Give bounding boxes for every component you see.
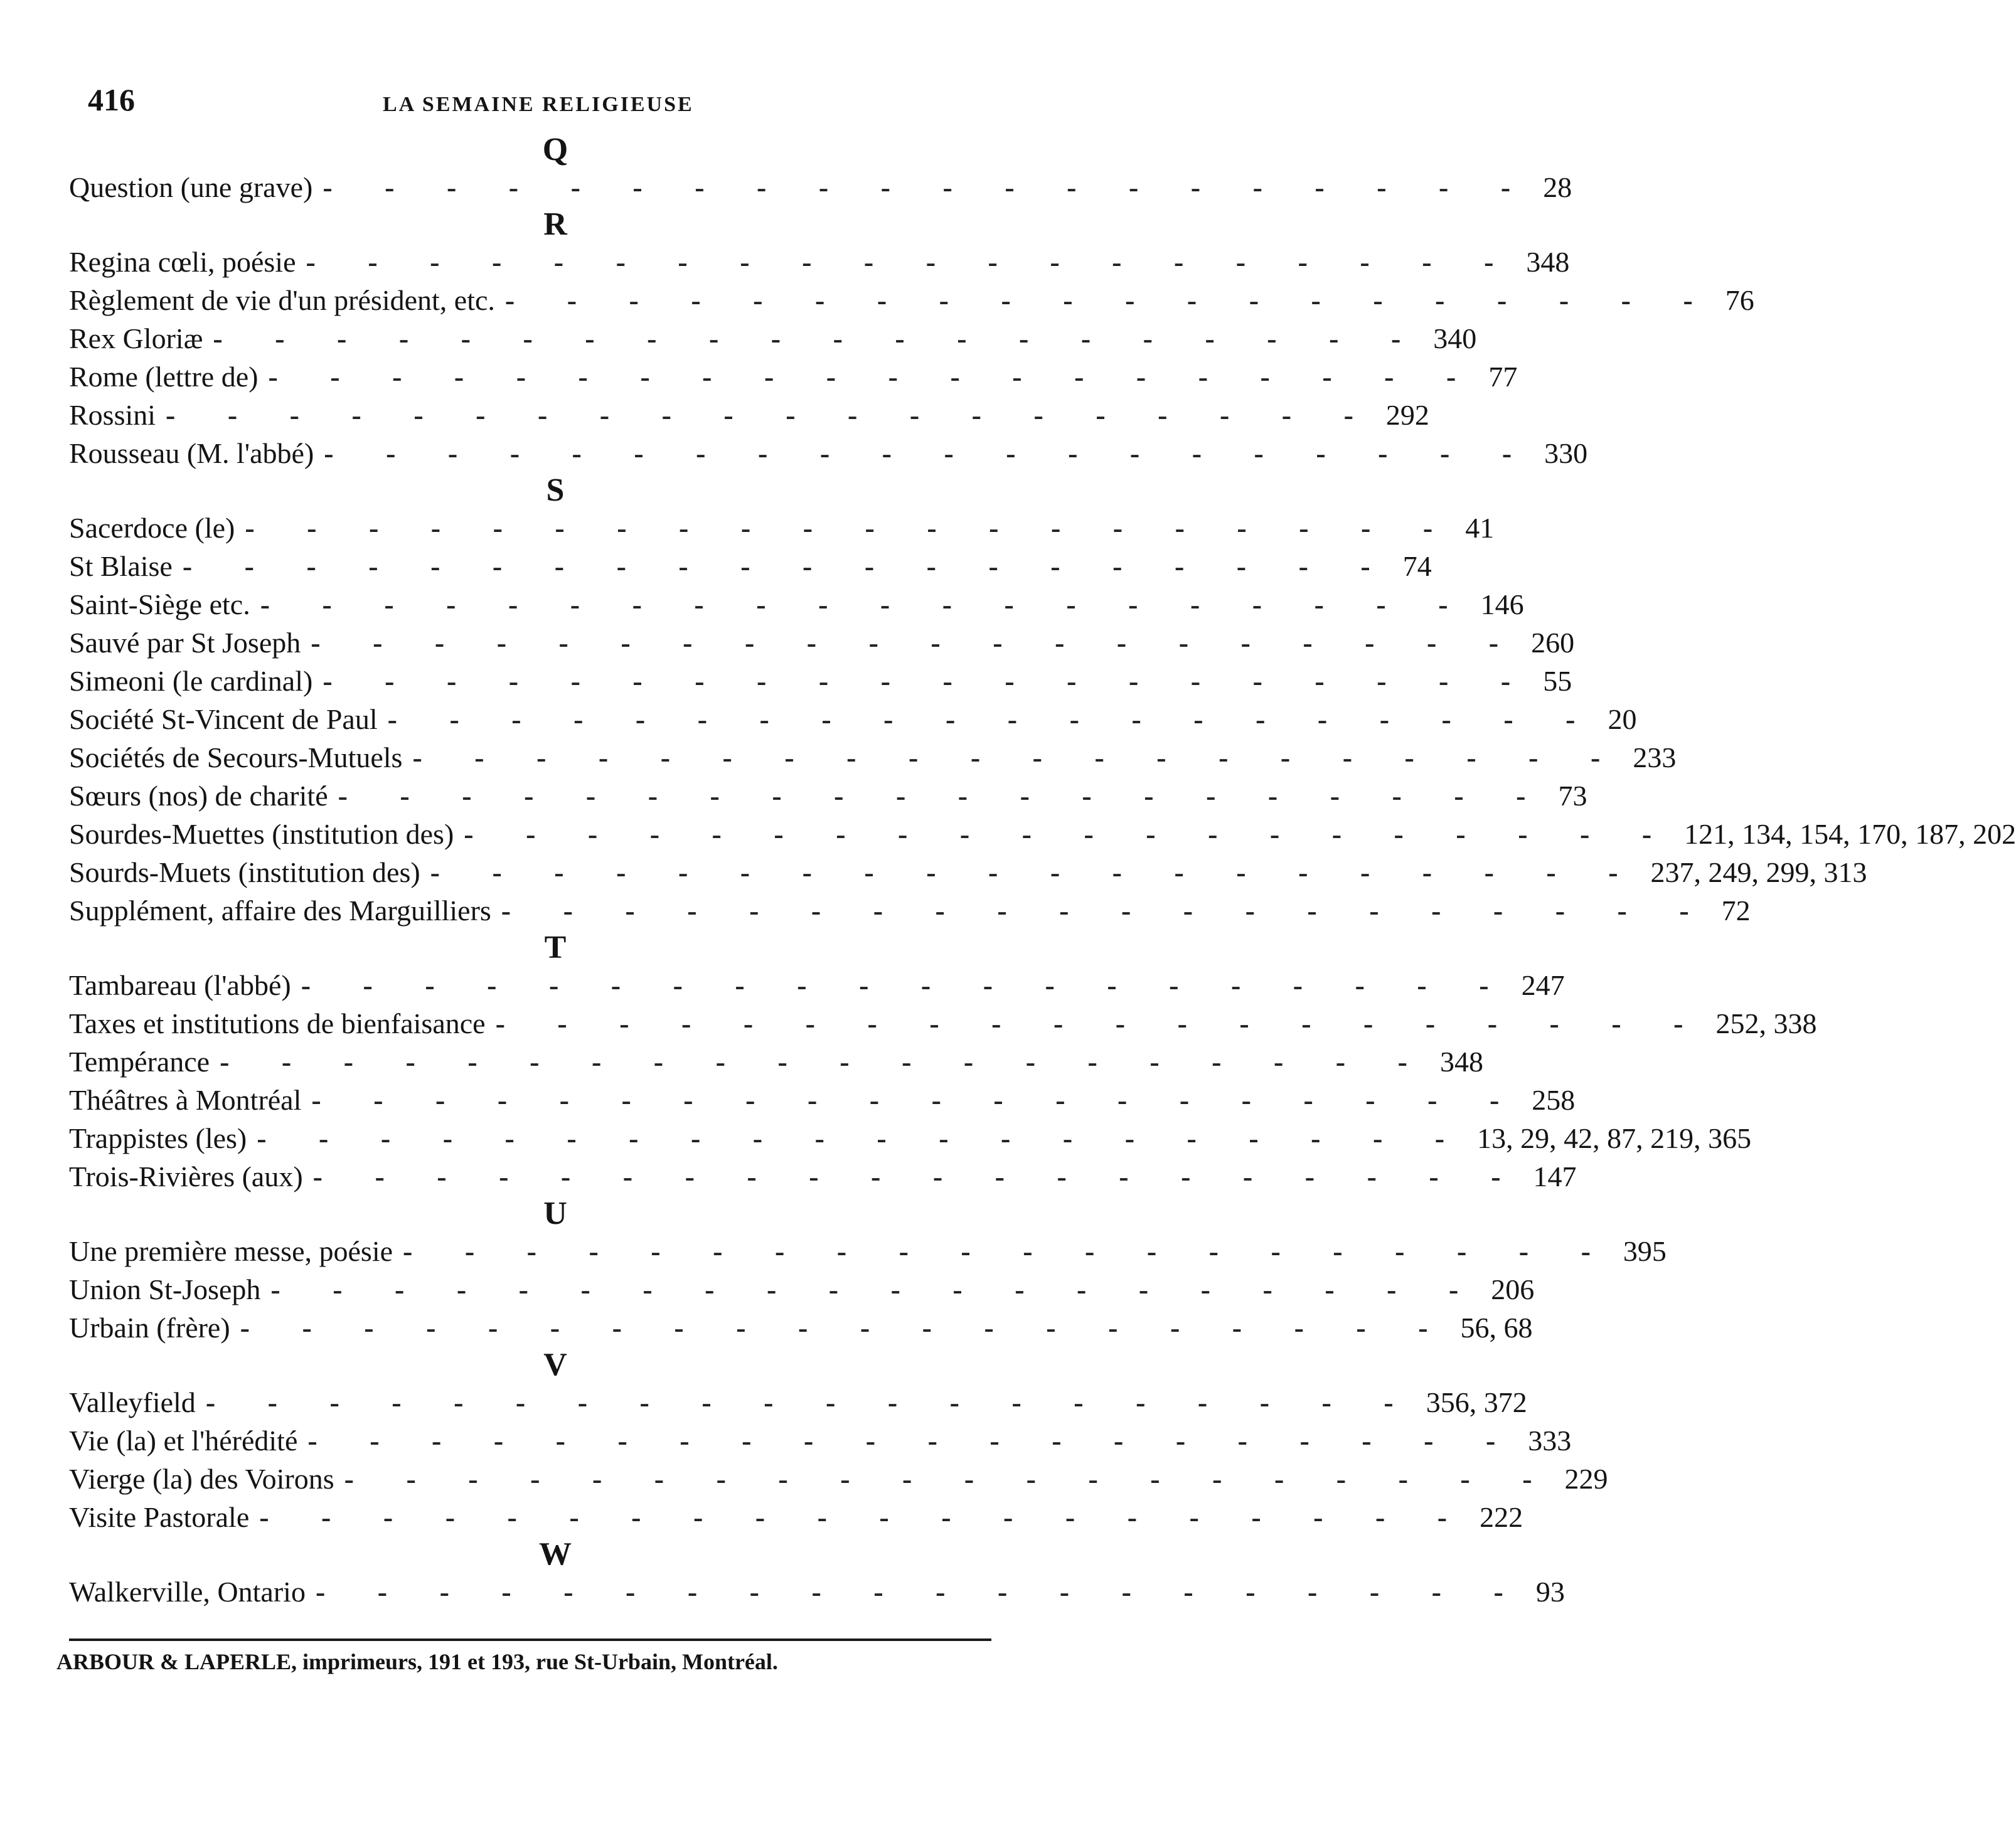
entry-title: Sourdes-Muettes (institution des) (69, 818, 454, 850)
dot-leader: - - - - - - - - - - - - - - - - - - - - (220, 1046, 1430, 1078)
index-section (69, 1536, 1565, 1611)
entry-pages: 330 (1544, 437, 1588, 469)
dot-leader: - - - - - - - - - - - - - - - - - - - - (182, 550, 1393, 582)
entry-pages: 292 (1385, 399, 1429, 431)
index-entry (69, 585, 1524, 624)
entry-title: Une première messe, poésie (69, 1235, 393, 1267)
running-title: LA SEMAINE RELIGIEUSE (383, 93, 694, 116)
entry-title: Question (une grave) (69, 171, 313, 203)
entry-title: Sociétés de Secours-Mutuels (69, 741, 403, 773)
entry-title: Vierge (la) des Voirons (69, 1463, 334, 1495)
entry-title: Règlement de vie d'un président, etc. (69, 284, 495, 316)
dot-leader: - - - - - - - - - - - - - - - - - - - - (315, 1576, 1526, 1608)
dot-leader: - - - - - - - - - - - - - - - - - - - - (495, 1007, 1706, 1039)
entry-pages: 74 (1402, 550, 1432, 582)
index-entry (69, 1573, 1565, 1611)
entry-pages: 395 (1623, 1235, 1667, 1267)
entry-pages: 56, 68 (1460, 1312, 1533, 1344)
page-number: 416 (88, 82, 135, 117)
index-entry (69, 1421, 1572, 1460)
entry-pages: 147 (1533, 1161, 1577, 1192)
entry-title: Visite Pastorale (69, 1501, 250, 1533)
section-letter: R (543, 206, 567, 242)
dot-leader: - - - - - - - - - - - - - - - - - - - - (464, 818, 1675, 850)
entry-pages: 20 (1608, 703, 1637, 735)
dot-leader: - - - - - - - - - - - - - - - - - - - - (323, 171, 1533, 203)
section-letter: V (543, 1347, 567, 1383)
entry-pages: 13, 29, 42, 87, 219, 365 (1477, 1122, 1752, 1154)
entry-pages: 260 (1531, 627, 1575, 659)
dot-leader: - - - - - - - - - - - - - - - - - - - - (213, 322, 1424, 354)
entry-pages: 146 (1480, 588, 1524, 620)
index-entry (69, 662, 1572, 700)
entry-pages: 333 (1528, 1425, 1572, 1457)
section-letter: W (539, 1536, 572, 1572)
index-section (69, 206, 1754, 472)
dot-leader: - - - - - - - - - - - - - - - - - - - - (430, 856, 1641, 888)
index-entry (69, 434, 1588, 472)
dot-leader: - - - - - - - - - - - - - - - - - - - - (306, 246, 1517, 278)
entry-title: Tempérance (69, 1046, 210, 1078)
entry-title: Union St-Joseph (69, 1273, 261, 1305)
dot-leader: - - - - - - - - - - - - - - - - - - - - (307, 1425, 1518, 1457)
dot-leader: - - - - - - - - - - - - - - - - - - - - (268, 361, 1479, 393)
index-entry (69, 777, 1587, 815)
entry-pages: 222 (1480, 1501, 1523, 1533)
section-letter: Q (542, 132, 568, 167)
footer-rule (69, 1639, 991, 1641)
index-entry (69, 815, 2016, 853)
entry-title: Tambareau (l'abbé) (69, 969, 291, 1001)
index-entry (69, 1081, 1576, 1119)
entry-title: Sœurs (nos) de charité (69, 780, 328, 812)
index-entry (69, 1498, 1523, 1536)
entry-pages: 233 (1633, 741, 1677, 773)
entry-title: Vie (la) et l'hérédité (69, 1425, 298, 1457)
entry-pages: 247 (1521, 969, 1565, 1001)
printer-imprint: ARBOUR & LAPERLE, imprimeurs, 191 et 193, rue St-Urbain, Montréal. (56, 1649, 778, 1674)
entry-title: Saint-Siège etc. (69, 588, 250, 620)
dot-leader: - - - - - - - - - - - - - - - - - - - - (301, 969, 1512, 1001)
entry-pages: 356, 372 (1426, 1386, 1527, 1418)
index-section (69, 1347, 1608, 1536)
index-entry (69, 853, 1867, 891)
entry-title: Rome (lettre de) (69, 361, 259, 393)
entry-pages: 206 (1491, 1273, 1535, 1305)
index-entry (69, 281, 1754, 319)
index-entry (69, 243, 1570, 281)
index-page (69, 82, 2016, 1611)
dot-leader: - - - - - - - - - - - - - - - - - - - - (270, 1273, 1481, 1305)
entry-pages: 73 (1558, 780, 1587, 812)
dot-leader: - - - - - - - - - - - - - - - - - - - - (245, 512, 1456, 544)
entry-title: Trois-Rivières (aux) (69, 1161, 303, 1192)
index-entry (69, 319, 1477, 358)
index-section (69, 132, 1572, 206)
dot-leader: - - - - - - - - - - - - - - - - - - - - (205, 1386, 1416, 1418)
entry-title: Taxes et institutions de bienfaisance (69, 1007, 486, 1039)
entry-pages: 237, 249, 299, 313 (1650, 856, 1867, 888)
entry-pages: 258 (1532, 1084, 1576, 1116)
dot-leader: - - - - - - - - - - - - - - - - - - - - (501, 895, 1712, 927)
entry-title: Trappistes (les) (69, 1122, 247, 1154)
entry-title: Walkerville, Ontario (69, 1576, 306, 1608)
index-entry (69, 358, 1518, 396)
entry-pages: 55 (1543, 665, 1572, 697)
entry-title: Rex Gloriæ (69, 322, 203, 354)
dot-leader: - - - - - - - - - - - - - - - - - - - - (338, 780, 1549, 812)
entry-pages: 121, 134, 154, 170, 187, 202 (1684, 818, 2016, 850)
index-entry (69, 1004, 1817, 1043)
dot-leader: - - - - - - - - - - - - - - - - - - - - (344, 1463, 1555, 1495)
entry-title: Regina cœli, poésie (69, 246, 296, 278)
dot-leader: - - - - - - - - - - - - - - - - - - - - (312, 1161, 1523, 1192)
entry-title: Rousseau (M. l'abbé) (69, 437, 314, 469)
dot-leader: - - - - - - - - - - - - - - - - - - - - (323, 665, 1533, 697)
dot-leader: - - - - - - - - - - - - - - - - - - - - (504, 284, 1715, 316)
index-section (69, 930, 1817, 1196)
dot-leader: - - - - - - - - - - - - - - - - - - - - (257, 1122, 1468, 1154)
entry-title: Urbain (frère) (69, 1312, 230, 1344)
dot-leader: - - - - - - - - - - - - - - - - - - - - (403, 1235, 1613, 1267)
entry-title: St Blaise (69, 550, 173, 582)
index-body (69, 132, 2016, 1611)
entry-title: Valleyfield (69, 1386, 196, 1418)
index-entry (69, 396, 1429, 434)
dot-leader: - - - - - - - - - - - - - - - - - - - - (311, 1084, 1522, 1116)
index-section (69, 1196, 1667, 1347)
section-letter: T (544, 930, 567, 965)
entry-pages: 252, 338 (1715, 1007, 1817, 1039)
index-entry (69, 1270, 1535, 1309)
dot-leader: - - - - - - - - - - - - - - - - - - - - (259, 1501, 1470, 1533)
entry-pages: 229 (1564, 1463, 1608, 1495)
index-entry (69, 891, 1751, 930)
entry-title: Supplément, affaire des Marguilliers (69, 895, 491, 927)
dot-leader: - - - - - - - - - - - - - - - - - - - - (324, 437, 1535, 469)
entry-title: Rossini (69, 399, 156, 431)
entry-title: Sacerdoce (le) (69, 512, 235, 544)
dot-leader: - - - - - - - - - - - - - - - - - - - - (166, 399, 1376, 431)
entry-title: Société St-Vincent de Paul (69, 703, 378, 735)
entry-pages: 72 (1721, 895, 1751, 927)
index-entry (69, 700, 1637, 738)
section-letter: U (543, 1196, 567, 1231)
index-entry (69, 509, 1495, 547)
dot-leader: - - - - - - - - - - - - - - - - - - - - (387, 703, 1598, 735)
section-letter: S (546, 472, 565, 508)
entry-pages: 93 (1535, 1576, 1565, 1608)
entry-title: Théâtres à Montréal (69, 1084, 302, 1116)
entry-title: Sourds-Muets (institution des) (69, 856, 420, 888)
index-entry (69, 547, 1432, 585)
index-entry (69, 1383, 1527, 1421)
entry-pages: 340 (1433, 322, 1477, 354)
entry-pages: 76 (1725, 284, 1754, 316)
entry-title: Sauvé par St Joseph (69, 627, 301, 659)
dot-leader: - - - - - - - - - - - - - - - - - - - - (260, 588, 1471, 620)
index-entry (69, 1460, 1608, 1498)
index-entry (69, 1119, 1752, 1157)
dot-leader: - - - - - - - - - - - - - - - - - - - - (412, 741, 1623, 773)
index-entry (69, 624, 1575, 662)
entry-pages: 348 (1526, 246, 1570, 278)
entry-pages: 348 (1439, 1046, 1483, 1078)
index-entry (69, 1232, 1667, 1270)
dot-leader: - - - - - - - - - - - - - - - - - - - - (311, 627, 1522, 659)
index-entry (69, 1309, 1533, 1347)
index-entry (69, 168, 1572, 206)
entry-pages: 41 (1465, 512, 1495, 544)
entry-pages: 77 (1488, 361, 1518, 393)
dot-leader: - - - - - - - - - - - - - - - - - - - - (240, 1312, 1451, 1344)
index-entry (69, 1043, 1483, 1081)
entry-pages: 28 (1543, 171, 1572, 203)
index-entry (69, 738, 1677, 777)
entry-title: Simeoni (le cardinal) (69, 665, 313, 697)
page-header (69, 82, 991, 132)
index-section (69, 472, 2016, 930)
index-entry (69, 966, 1565, 1004)
index-entry (69, 1157, 1577, 1196)
